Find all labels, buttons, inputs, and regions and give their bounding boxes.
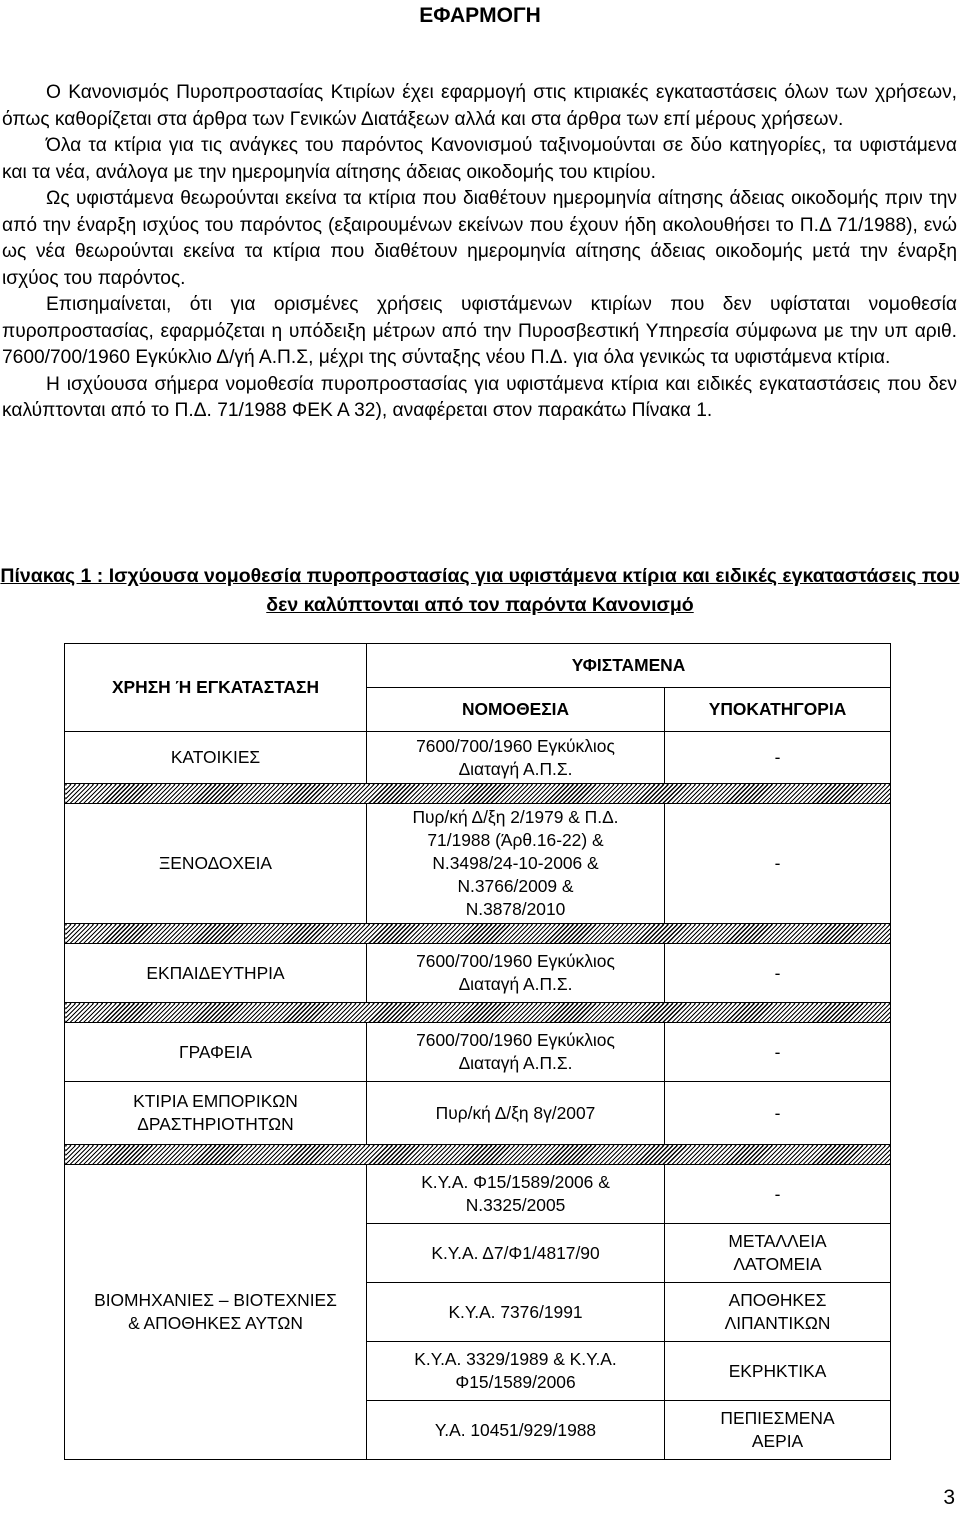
paragraph: Όλα τα κτίρια για τις ανάγκες του παρόντος Κανονισμού ταξινομούνται σε δύο κατηγορίες, τα υφιστάμενα και τα νέα, ανάλογα με την ημερομηνία αίτησης άδειας οικοδομής του κτιρίου.: [2, 135, 957, 183]
subcategory-line: ΛΙΠΑΝΤΙΚΩΝ: [724, 1313, 831, 1333]
use-line: ΚΤΙΡΙΑ ΕΜΠΟΡΙΚΩΝ: [133, 1091, 298, 1111]
use-cell: ΕΚΠΑΙΔΕΥΤΗΡΙΑ: [65, 944, 367, 1003]
paragraph: Ως υφιστάμενα θεωρούνται εκείνα τα κτίρια που διαθέτουν ημερομηνία αίτησης άδειας οικοδομής πριν την από την έναρξη ισχύος του παρόντος (εξαιρουμένων εκείνων που έχουν ήδη ακολουθήσει το Π.Δ 71/1988), ενώ ως νέα θεωρούνται εκείνα τα κτίρια που διαθέτουν ημερομηνία αίτησης άδειας οικοδομής μετά την έναρξη ισχύος του παρόντος.: [2, 188, 957, 289]
legislation-line: Ν.3766/2009 &: [457, 876, 574, 896]
table-row: [65, 732, 891, 784]
hatched-separator: [65, 924, 891, 944]
legislation-cell: Πυρ/κή Δ/ξη 8γ/2007: [367, 1082, 665, 1145]
subcategory-cell: -: [665, 944, 891, 1003]
page-number: 3: [943, 1486, 955, 1509]
subcategory-line: ΑΕΡΙΑ: [751, 1431, 804, 1451]
legislation-line: Διαταγή Α.Π.Σ.: [458, 1053, 573, 1073]
use-cell: [65, 1082, 367, 1145]
legislation-cell: [367, 732, 665, 784]
legislation-line: Κ.Υ.Α. 3329/1989 & Κ.Υ.Α.: [414, 1349, 617, 1369]
subcategory-cell: [665, 1224, 891, 1283]
legislation-line: Ν.3325/2005: [465, 1195, 566, 1215]
legislation-line: 7600/700/1960 Εγκύκλιος: [416, 951, 615, 971]
legislation-line: Φ15/1589/2006: [455, 1372, 576, 1392]
use-cell: ΚΑΤΟΙΚΙΕΣ: [65, 732, 367, 784]
legislation-line: 71/1988 (Άρθ.16-22) &: [427, 830, 604, 850]
subcategory-cell: -: [665, 804, 891, 924]
table-row: [65, 1165, 891, 1224]
subcategory-line: ΜΕΤΑΛΛΕΙΑ: [728, 1231, 827, 1251]
legislation-line: Διαταγή Α.Π.Σ.: [458, 974, 573, 994]
subcategory-cell: [665, 1401, 891, 1460]
subcategory-cell: ΕΚΡΗΚΤΙΚΑ: [665, 1342, 891, 1401]
use-line: ΒΙΟΜΗΧΑΝΙΕΣ – ΒΙΟΤΕΧΝΙΕΣ: [94, 1290, 337, 1310]
subcategory-line: ΠΕΠΙΕΣΜΕΝΑ: [720, 1408, 835, 1428]
legislation-line: Ν.3498/24-10-2006 &: [432, 853, 599, 873]
legislation-line: 7600/700/1960 Εγκύκλιος: [416, 735, 615, 756]
use-cell: ΞΕΝΟΔΟΧΕΙΑ: [65, 804, 367, 924]
legislation-line: Διαταγή Α.Π.Σ.: [458, 758, 573, 779]
subcategory-cell: -: [665, 732, 891, 784]
page-heading: ΕΦΑΡΜΟΓΗ: [419, 4, 541, 27]
use-line: ΔΡΑΣΤΗΡΙΟΤΗΤΩΝ: [137, 1114, 294, 1134]
table-row: [65, 1082, 891, 1145]
table-row: [65, 804, 891, 924]
legislation-cell: Υ.Α. 10451/929/1988: [367, 1401, 665, 1460]
subcategory-cell: [665, 1283, 891, 1342]
subcategory-cell: -: [665, 1082, 891, 1145]
subcategory-line: ΛΑΤΟΜΕΙΑ: [733, 1254, 822, 1274]
legislation-line: 7600/700/1960 Εγκύκλιος: [416, 1030, 615, 1050]
header-legislation: ΝΟΜΟΘΕΣΙΑ: [367, 688, 665, 732]
header-existing: ΥΦΙΣΤΑΜΕΝΑ: [367, 644, 891, 688]
hatched-separator: [65, 1145, 891, 1165]
body-text: [2, 80, 957, 425]
subcategory-cell: -: [665, 1023, 891, 1082]
header-subcategory: ΥΠΟΚΑΤΗΓΟΡΙΑ: [665, 688, 891, 732]
legislation-cell: [367, 804, 665, 924]
legislation-table: [64, 643, 891, 1460]
legislation-cell: Κ.Υ.Α. 7376/1991: [367, 1283, 665, 1342]
legislation-line: Πυρ/κή Δ/ξη 2/1979 & Π.Δ.: [412, 807, 619, 827]
legislation-cell: [367, 1165, 665, 1224]
legislation-cell: [367, 1023, 665, 1082]
subcategory-cell: -: [665, 1165, 891, 1224]
subcategory-line: ΑΠΟΘΗΚΕΣ: [728, 1290, 827, 1310]
table-caption: Πίνακας 1 : Ισχύουσα νομοθεσία πυροπροστασίας για υφιστάμενα κτίρια και ειδικές εγκαταστάσεις που δεν καλύπτονται από τον παρόντα Κανονισμό: [0, 565, 960, 616]
legislation-line: Ν.3878/2010: [465, 899, 566, 919]
hatched-separator: [65, 1003, 891, 1023]
hatched-separator: [65, 784, 891, 804]
use-line: & ΑΠΟΘΗΚΕΣ ΑΥΤΩΝ: [128, 1313, 303, 1333]
paragraph: Ο Κανονισμός Πυροπροστασίας Κτιρίων έχει εφαρμογή στις κτιριακές εγκαταστάσεις όλων των χρήσεων, όπως καθορίζεται στα άρθρα των Γενικών Διατάξεων αλλά και στα άρθρα των επί μέρους χρήσεων.: [2, 82, 957, 130]
legislation-cell: Κ.Υ.Α. Δ7/Φ1/4817/90: [367, 1224, 665, 1283]
paragraph: Επισημαίνεται, ότι για ορισμένες χρήσεις υφιστάμενων κτιρίων που δεν υφίσταται νομοθεσία πυροπροστασίας, εφαρμόζεται η υπόδειξη μέτρων από την Πυροσβεστική Υπηρεσία σύμφωνα με την υπ αριθ. 7600/700/1960 Εγκύκλιο Δ/γή Α.Π.Σ, μέχρι της σύνταξης νέου Π.Δ. για όλα γενικώς τα υφιστάμενα κτίρια.: [2, 294, 957, 368]
use-cell: ΓΡΑΦΕΙΑ: [65, 1023, 367, 1082]
legislation-cell: [367, 944, 665, 1003]
table-row: [65, 944, 891, 1003]
header-use: ΧΡΗΣΗ Ή ΕΓΚΑΤΑΣΤΑΣΗ: [65, 644, 367, 732]
use-cell: [65, 1165, 367, 1460]
paragraph: Η ισχύουσα σήμερα νομοθεσία πυροπροστασίας για υφιστάμενα κτίρια και ειδικές εγκαταστάσεις που δεν καλύπτονται από το Π.Δ. 71/1988 ΦΕΚ Α 32), αναφέρεται στον παρακάτω Πίνακα 1.: [2, 373, 957, 421]
legislation-cell: [367, 1342, 665, 1401]
legislation-line: Κ.Υ.Α. Φ15/1589/2006 &: [421, 1172, 610, 1192]
table-row: [65, 1023, 891, 1082]
